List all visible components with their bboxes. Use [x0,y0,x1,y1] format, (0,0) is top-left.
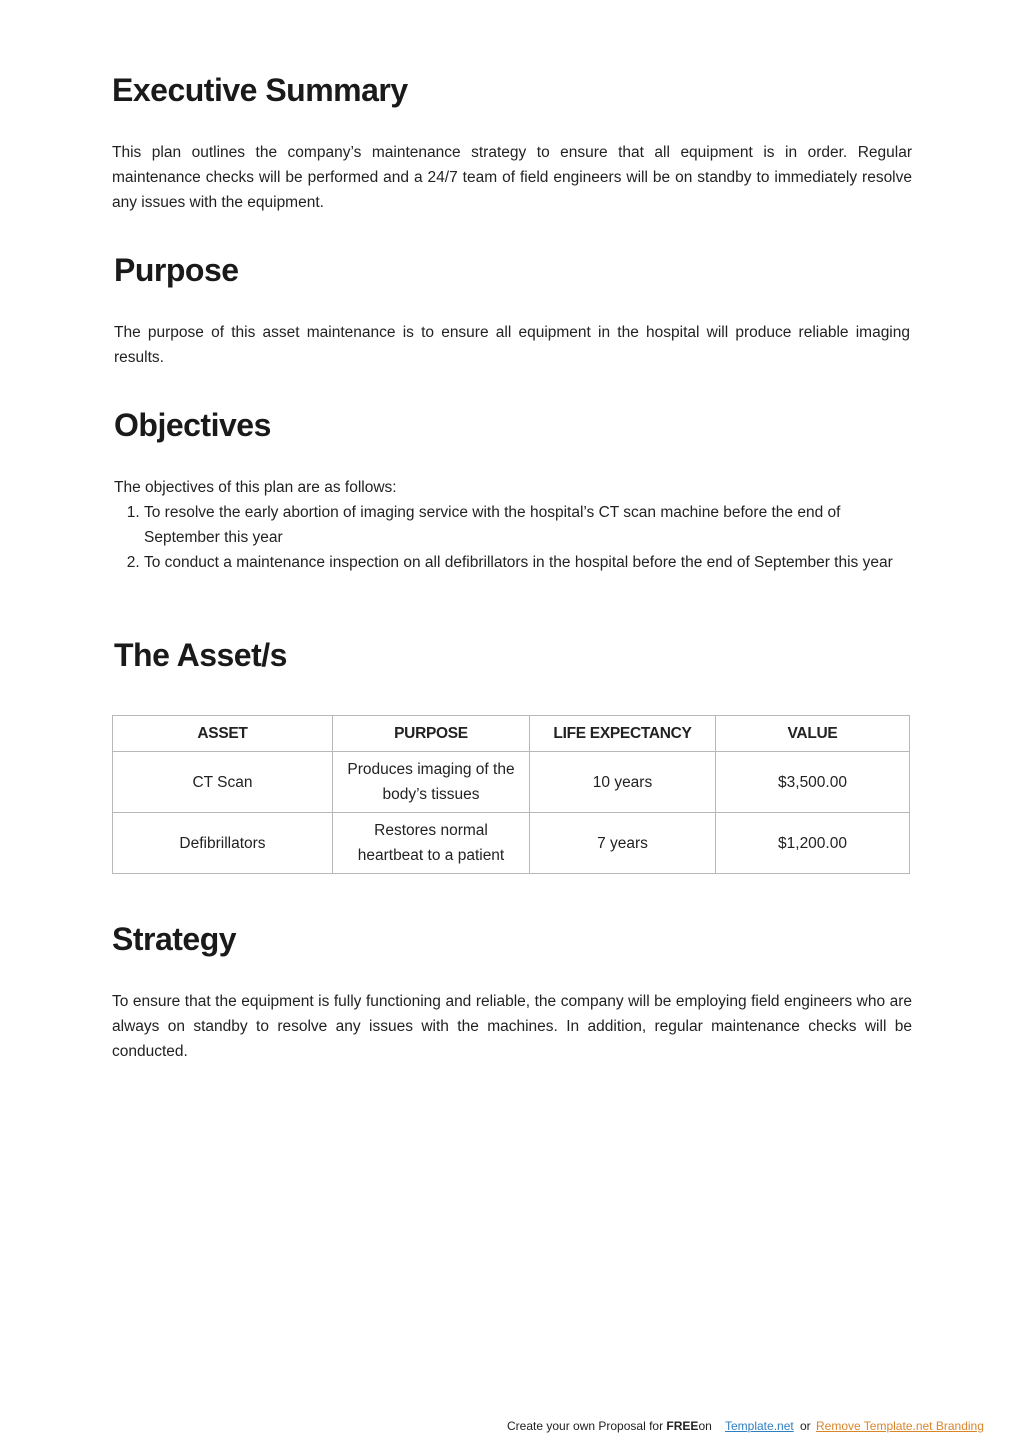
purpose-text: The purpose of this asset maintenance is to ensure all equipment in the hospital will produce reliable imaging results. [114,324,910,366]
cell-life-expectancy: 7 years [530,813,716,874]
footer-text [507,1419,712,1433]
cell-value: $3,500.00 [716,752,910,813]
footer-free: FREE [666,1419,699,1433]
objectives-intro: The objectives of this plan are as follows: [114,479,397,496]
cell-asset: Defibrillators [113,813,333,874]
cell-purpose: Produces imaging of the body’s tissues [333,752,530,813]
template-net-link[interactable]: Template.net [725,1419,794,1433]
purpose-heading: Purpose [114,252,239,288]
cell-value: $1,200.00 [716,813,910,874]
objective-item: 1. To resolve the early abortion of imaging service with the hospital’s CT scan machine before the end of September this year [144,500,914,550]
table-header-row [113,716,910,752]
cell-purpose: Restores normal heartbeat to a patient [333,813,530,874]
header-value: VALUE [716,716,910,752]
objectives-list [114,500,914,575]
objectives-heading: Objectives [114,407,271,443]
header-purpose: PURPOSE [333,716,530,752]
objective-item: 2. To conduct a maintenance inspection on all defibrillators in the hospital before the end of September this year [144,550,914,575]
table-row [113,752,910,813]
strategy-heading: Strategy [112,921,237,957]
assets-table [112,715,910,874]
branding-footer [0,1419,1024,1439]
remove-branding-link[interactable]: Remove Template.net Branding [816,1419,984,1433]
footer-or: or [800,1419,811,1433]
cell-life-expectancy: 10 years [530,752,716,813]
cell-asset: CT Scan [113,752,333,813]
table-row [113,813,910,874]
executive-summary-text: This plan outlines the company’s maintenance strategy to ensure that all equipment is in order. Regular maintenance checks will be performed and a 24/7 team of field engineers will be on standby to immediately resolve any issues with the equipment. [112,144,912,211]
executive-summary-heading: Executive Summary [112,72,408,108]
footer-on: on [698,1419,712,1433]
footer-prefix: Create your own Proposal for [507,1419,667,1433]
strategy-text: To ensure that the equipment is fully functioning and reliable, the company will be employing field engineers who are always on standby to resolve any issues with the machines. In addition, regular maintenance checks will be conducted. [112,993,912,1060]
assets-heading: The Asset/s [114,637,287,673]
header-asset: ASSET [113,716,333,752]
header-life-expectancy: LIFE EXPECTANCY [530,716,716,752]
